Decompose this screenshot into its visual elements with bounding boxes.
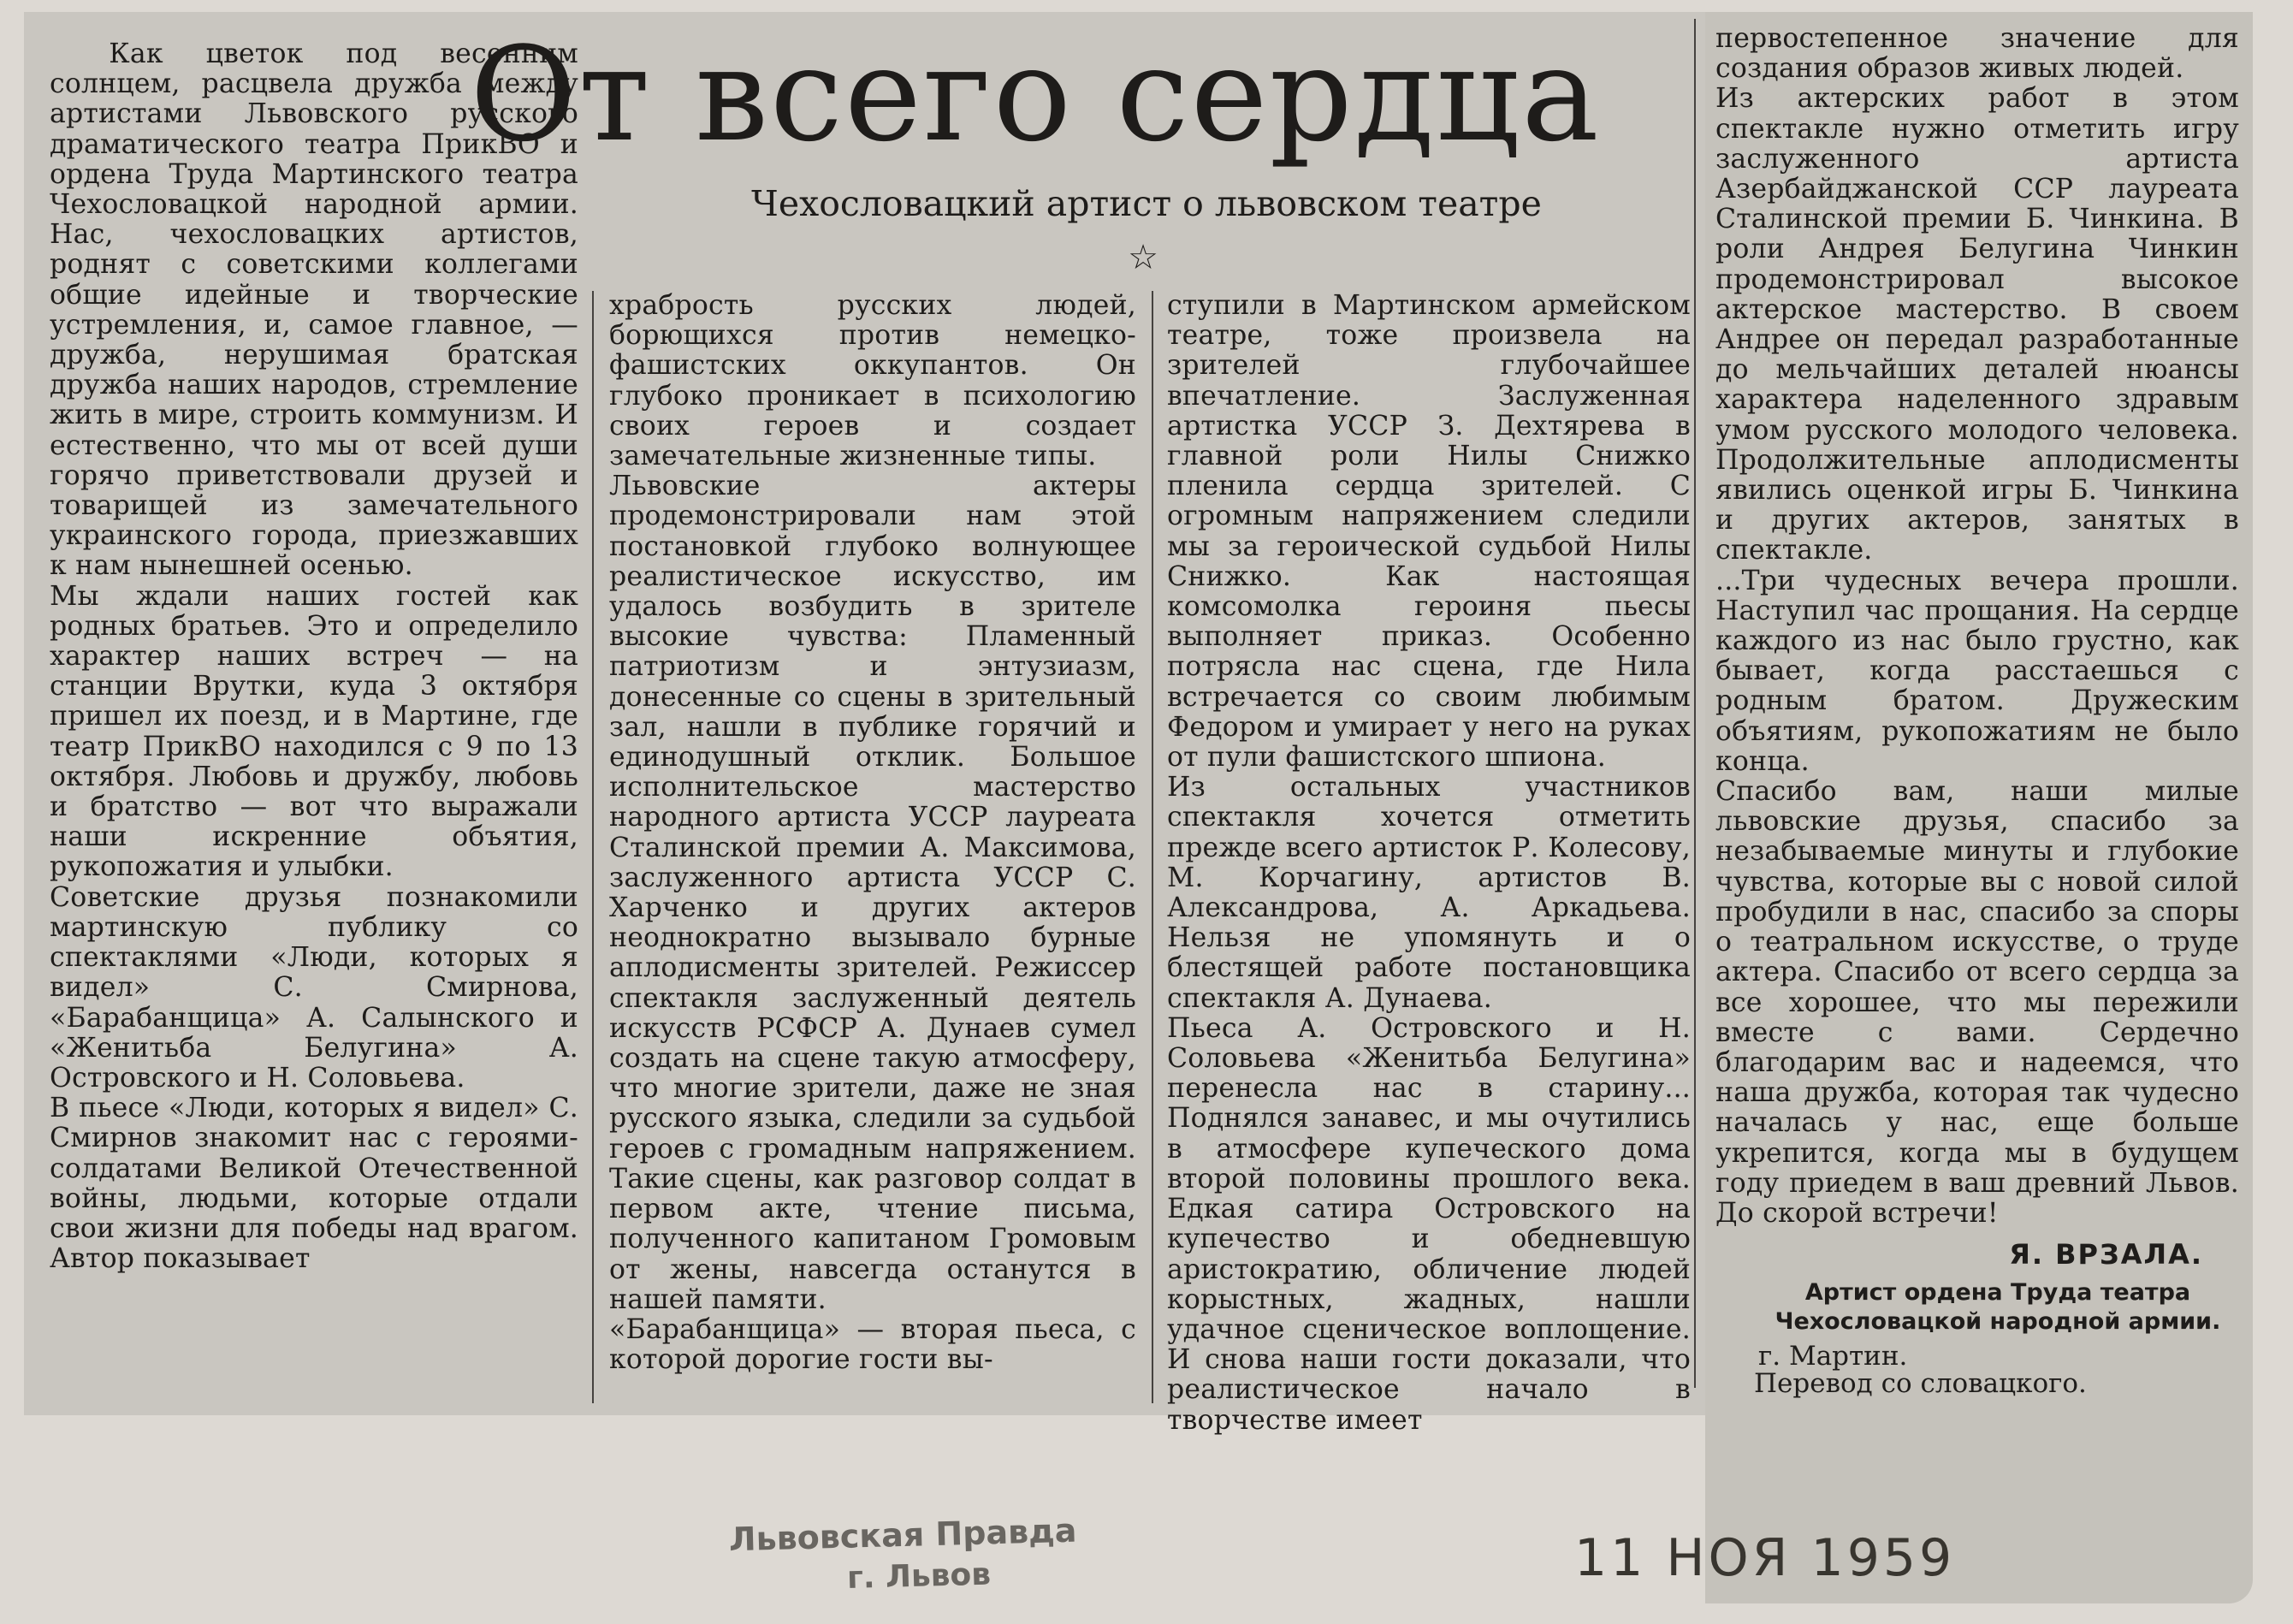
column-rule-1: [592, 291, 594, 1403]
author-position: Артист ордена Труда театра Чехословацкой народной армии.: [1775, 1279, 2221, 1335]
article-column-1: Как цветок под весенним солнцем, расцвела дружба между артистами Львовского русского драматического театра ПрикВО и ордена Труда Мартинского театра Чехословацкой народной армии. Нас, чехословацких артистов, роднят с советскими коллегами общие идейные и творческие устремления, и, самое главное, — дружба, нерушимая братская дружба наших народов, стремление жить в мире, строить коммунизм. И естественно, что мы от всей души горячо приветствовали друзей и товарищей из замечательного украинского города, приезжавших к нам нынешней осенью. Мы ждали наших гостей как родных братьев. Это и определило характер наших встреч — на станции Врутки, куда 3 октября пришел их поезд, и в Мартине, где театр ПрикВО находился с 9 по 13 октября. Любовь и дружбу, любовь и братство — вот что выражали наши искренние объятия, рукопожатия и улыбки. Советские друзья познакомили мартинскую публику со спектаклями «Люди, которых я видел» С. Смирнова, «Барабанщица» А. Салынского и «Женитьба Белугина» А. Островского и Н. Соловьева. В пьесе «Люди, которых я видел» С. Смирнов знакомит нас с героями-солдатами Великой Отечественной войны, людьми, которые отдали свои жизни для победы над врагом. Автор показывает: [50, 39, 578, 1275]
article-subheadline: Чехословацкий артист о львовском театре: [751, 183, 1542, 224]
article-headline: От всего сердца: [470, 19, 1601, 170]
column-rule-2: [1152, 291, 1153, 1403]
star-icon: ☆: [1128, 238, 1158, 277]
translation-note: Перевод со словацкого.: [1754, 1368, 2087, 1399]
date-stamp: 11 НОЯ 1959: [1574, 1528, 1956, 1588]
article-column-4: первостепенное значение для создания образов живых людей. Из актерских работ в этом спектакле нужно отметить игру заслуженного артиста Азербайджанской ССР лауреата Сталинской премии Б. Чинкина. В роли Андрея Белугина Чинкин продемонстрировал высокое актерское мастерство. В своем Андрее он передал разработанные до мельчайших деталей нюансы характера наделенного здравым умом русского молодого человека. Продолжительные аплодисменты явились оценкой игры Б. Чинкина и других актеров, занятых в спектакле. ...Три чудесных вечера прошли. Наступил час прощания. На сердце каждого из нас было грустно, как бывает, когда расстаешься с родным братом. Дружеским объятиям, рукопожатиям не было конца. Спасибо вам, наши милые львовские друзья, спасибо за незабываемые минуты и глубокие чувства, которые вы с новой силой пробудили в нас, спасибо за споры о театральном искусстве, о труде актера. Спасибо от всего сердца за все хорошее, что мы пережили вместе с вами. Сердечно благодарим вас и надеемся, что наша дружба, которая так чудесно началась у нас, еще больше укрепится, когда мы в будущем году приедем в ваш древний Львов. До скорой встречи!: [1715, 23, 2239, 1229]
newspaper-city-stamp: г. Львов: [846, 1556, 992, 1597]
newspaper-stamp: Львовская Правда: [728, 1511, 1077, 1559]
author-place: г. Мартин.: [1758, 1341, 1908, 1372]
author-signature: Я. ВРЗАЛА.: [2009, 1238, 2203, 1271]
article-column-3: ступили в Мартинском армейском театре, тоже произвела на зрителей глубочайшее впечатление. Заслуженная артистка УССР З. Дехтярева в главной роли Нилы Снижко пленила сердца зрителей. С огромным напряжением следили мы за героической судьбой Нилы Снижко. Как настоящая комсомолка героиня пьесы выполняет приказ. Особенно потрясла нас сцена, где Нила встречается со своим любимым Федором и умирает у него на руках от пули фашистского шпиона. Из остальных участников спектакля хочется отметить прежде всего артисток Р. Колесову, М. Корчагину, артистов В. Александрова, А. Аркадьева. Нельзя не упомянуть и о блестящей работе постановщика спектакля А. Дунаева. Пьеса А. Островского и Н. Соловьева «Женитьба Белугина» перенесла нас в старину... Поднялся занавес, и мы очутились в атмосфере купеческого дома второй половины прошлого века. Едкая сатира Островского на купечество и обедневшую аристократию, обличение людей корыстных, жадных, нашли удачное сценическое воплощение. И снова наши гости доказали, что реалистическое начало в творчестве имеет: [1167, 290, 1691, 1436]
article-column-2: храбрость русских людей, борющихся против немецко-фашистских оккупантов. Он глубоко проникает в психологию своих героев и создает замечательные жизненные типы. Львовские актеры продемонстрировали нам этой постановкой глубоко волнующее реалистическое искусство, им удалось возбудить в зрителе высокие чувства: Пламенный патриотизм и энтузиазм, донесенные со сцены в зрительный зал, нашли в публике горячий и единодушный отклик. Большое исполнительское мастерство народного артиста УССР лауреата Сталинской премии А. Максимова, заслуженного артиста УССР С. Харченко и других актеров неоднократно вызывало бурные аплодисменты зрителей. Режиссер спектакля заслуженный деятель искусств РСФСР А. Дунаев сумел создать на сцене такую атмосферу, что многие зрители, даже не зная русского языка, следили за судьбой героев с громадным напряжением. Такие сцены, как разговор солдат в первом акте, чтение письма, полученного капитаном Громовым от жены, навсегда останутся в нашей памяти. «Барабанщица» — вторая пьеса, с которой дорогие гости вы-: [609, 290, 1136, 1376]
column-rule-3: [1694, 19, 1696, 1388]
